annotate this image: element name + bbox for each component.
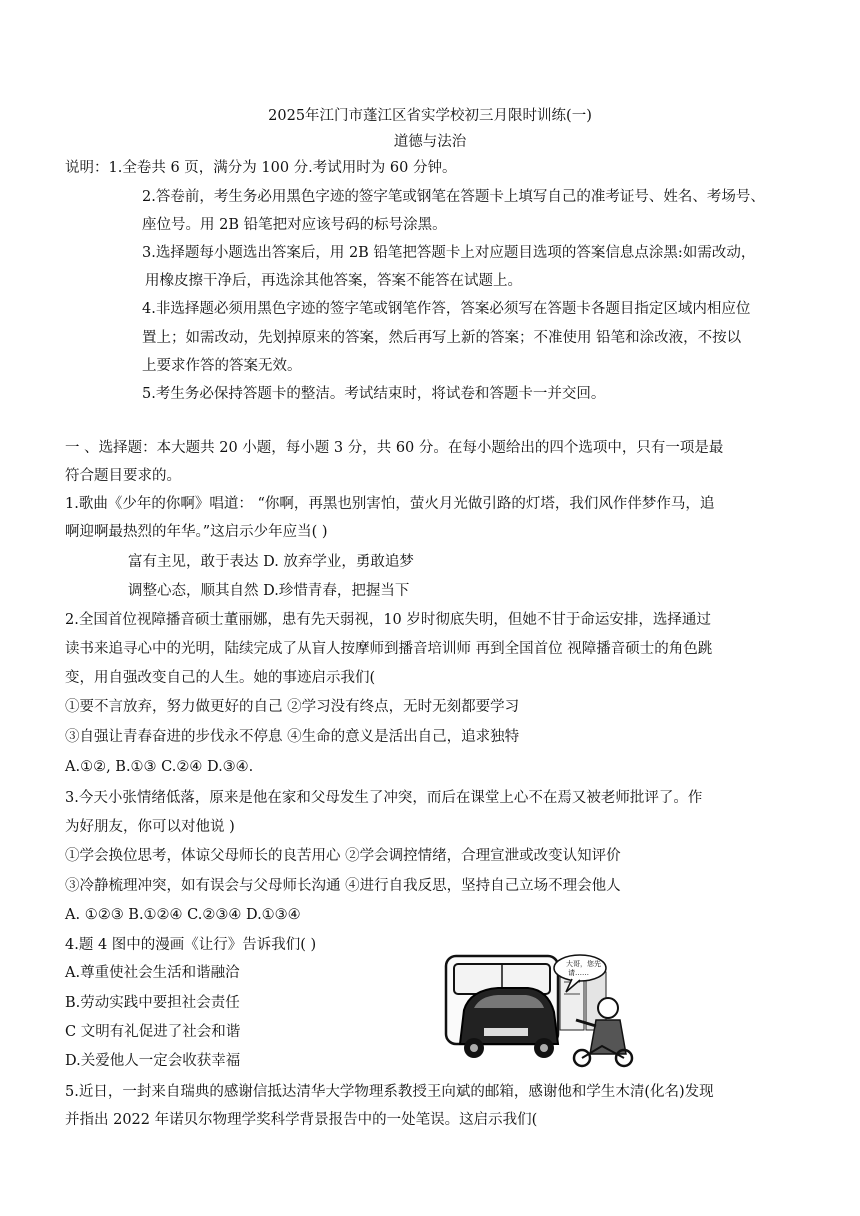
instruction-line: 说明：1.全卷共 6 页，满分为 100 分.考试用时为 60 分钟。 [65,160,457,176]
question-text: 并指出 2022 年诺贝尔物理学奖科学背景报告中的一处笔误。这启示我们( [65,1112,538,1128]
instruction-line: 上要求作答的答案无效。 [142,358,302,374]
question-option: ①学会换位思考，体谅父母师长的良苦用心 ②学会调控情绪，合理宣泄或改变认知评价 [65,848,621,864]
question-text: 读书来追寻心中的光明，陆续完成了从盲人按摩师到播音培训师 再到全国首位 视障播音硕士的角色跳 [65,641,713,657]
instruction-line: 用橡皮擦干净后，再选涂其他答案，答案不能答在试题上。 [145,273,522,289]
question-option: 调整心态，顺其自然 D.珍惜青春，把握当下 [128,583,410,599]
question-text: 3.今天小张情绪低落，原来是他在家和父母发生了冲突，而后在课堂上心不在焉又被老师批评了。作 [65,790,703,806]
question-text: 1.歌曲《少年的你啊》唱道： “你啊，再黑也别害怕，萤火月光做引路的灯塔，我们风作伴梦作马，追 [65,496,715,512]
instruction-line: 4.非选择题必须用黑色字迹的签字笔或钢笔作答，答案必须写在答题卡各题目指定区域内相应位 [142,301,751,317]
question-option: ①要不言放弃，努力做更好的自己 ②学习没有终点，无时无刻都要学习 [65,699,520,715]
question-option: 富有主见，敢于表达 D. 放弃学业，勇敢追梦 [128,554,414,570]
exam-subject: 道德与法治 [393,134,467,150]
question-option: ③自强让青春奋进的步伐永不停息 ④生命的意义是活出自己，追求独特 [65,729,520,745]
exam-title: 2025年江门市蓬江区省实学校初三月限时训练(一) [268,108,592,124]
question-option: ③冷静梳理冲突，如有误会与父母师长沟通 ④进行自我反思，坚持自己立场不理会他人 [65,878,621,894]
question-text: 5.近日，一封来自瑞典的感谢信抵达清华大学物理系教授王向斌的邮箱，感谢他和学生木清(化名)发现 [65,1084,714,1100]
question-text: 变，用自强改变自己的人生。她的事迹启示我们( [65,670,376,686]
question-text: 为好朋友，你可以对他说 ) [65,819,235,835]
svg-text:大哥，您先: 大哥，您先 [566,960,601,968]
cartoon-image [440,950,636,1070]
question-choices: A.①②, B.①③ C.②④ D.③④. [65,759,254,775]
instruction-line: 置上；如需改动，先划掉原来的答案，然后再写上新的答案；不准使用 铅笔和涂改液，不按以 [142,330,742,346]
question-option: A.尊重使社会生活和谐融洽 [65,965,240,981]
question-option: B.劳动实践中要担社会责任 [65,995,240,1011]
question-option: D.关爱他人一定会收获幸福 [65,1053,241,1069]
instruction-line: 3.选择题每小题选出答案后，用 2B 铅笔把答题卡上对应题目选项的答案信息点涂黑:如需改动， [142,245,756,261]
question-text: 2.全国首位视障播音硕士董丽娜，患有先天弱视，10 岁时彻底失明，但她不甘于命运安排，选择通过 [65,612,711,628]
instruction-line: 座位号。用 2B 铅笔把对应该号码的标号涂黑。 [142,217,447,233]
question-text: 4.题 4 图中的漫画《让行》告诉我们( ) [65,937,317,953]
instruction-line: 5.考生务必保持答题卡的整洁。考试结束时，将试卷和答题卡一并交回。 [142,386,606,402]
bus-car-cartoon-icon [440,950,636,1070]
instruction-line: 2.答卷前，考生务必用黑色字迹的签字笔或钢笔在答题卡上填写自己的准考证号、姓名、考场号、 [142,189,765,205]
question-choices: A. ①②③ B.①②④ C.②③④ D.①③④ [65,907,301,923]
question-text: 啊迎啊最热烈的年华。”这启示少年应当( ) [65,524,328,540]
section-line: 符合题目要求的。 [65,468,181,484]
section-line: 一 、选择题：本大题共 20 小题，每小题 3 分，共 60 分。在每小题给出的四个选项中，只有一项是最 [65,440,724,456]
question-option: C 文明有礼促进了社会和谐 [65,1024,241,1040]
svg-text:请……: 请…… [568,969,589,977]
